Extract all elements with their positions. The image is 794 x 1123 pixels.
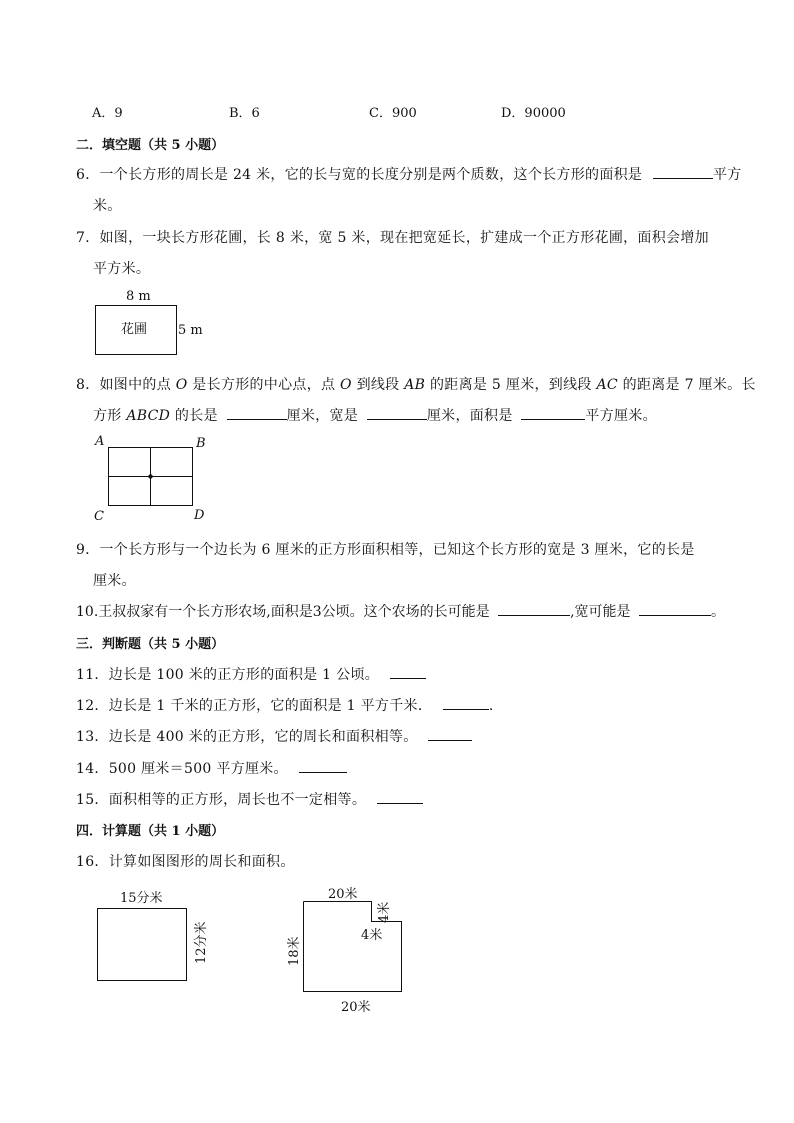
q13-text: 13．边长是 400 米的正方形，它的周长和面积相等。 [76,729,418,745]
question-16: 16．计算如图图形的周长和面积。 [76,854,295,870]
q10-text: 10.王叔叔家有一个长方形农场,面积是3公顷。这个农场的长可能是 [76,604,490,620]
option-c: C．900 [369,106,417,121]
q15-text: 15．面积相等的正方形，周长也不一定相等。 [76,792,367,808]
section-true-false-title: 三．判断题（共 5 小题） [76,637,225,652]
fig2-notch-height-label: 4米 [377,901,392,923]
q11-text: 11．边长是 100 米的正方形的面积是 1 公顷。 [76,667,380,683]
segment-ac: AC [596,377,618,393]
answer-blank[interactable] [521,405,585,420]
fig2-bottom-label: 20米 [341,1000,371,1015]
q8-text: 方形 [93,408,127,424]
question-6-text: 6．一个长方形的周长是 24 米，它的长与宽的长度分别是两个质数，这个长方形的面积是 [76,167,643,183]
vertex-b-label: B [196,436,206,451]
q8-text: 8．如图中的点 [76,377,176,393]
point-o: O [340,377,352,393]
answer-blank[interactable] [227,405,287,420]
figure-rectangle [97,908,187,981]
question-9-line2: 厘米。 [93,573,136,589]
option-a: A．9 [92,106,123,121]
answer-blank[interactable] [428,726,472,741]
question-14 [76,758,347,778]
answer-blank[interactable] [299,758,347,773]
fig1-width-label: 12分米 [194,921,209,964]
q8-text: 到线段 [351,377,405,393]
q12-text: 12．边长是 1 千米的正方形，它的面积是 1 平方千米． [76,698,433,714]
answer-blank[interactable] [367,405,427,420]
question-9-line1: 9．一个长方形与一个边长为 6 厘米的正方形面积相等，已知这个长方形的宽是 3 厘米，它的长是 [76,542,695,558]
garden-label: 花圃 [121,322,148,337]
segment-ab: AB [404,377,426,393]
q8-text: 的距离是 5 厘米，到线段 [425,377,597,393]
answer-blank[interactable] [639,601,711,616]
garden-length-label: 8 m [126,289,151,304]
answer-blank[interactable] [443,695,489,710]
question-13 [76,726,472,746]
vertex-a-label: A [95,434,105,449]
fig2-top-label: 20米 [328,887,358,902]
q8-text: 的距离是 7 厘米。长 [617,377,756,393]
section-fill-blank-title: 二．填空题（共 5 小题） [76,138,225,153]
center-point-o [148,474,152,478]
answer-blank[interactable] [390,664,426,679]
question-11 [76,664,426,684]
answer-blank[interactable] [653,164,713,179]
q12-end: . [488,698,494,714]
q8-text: 厘米，宽是 [286,408,359,424]
answer-blank[interactable] [498,601,570,616]
question-6-line1 [76,164,742,184]
fig2-notch-width-label: 4米 [361,928,383,943]
answer-blank[interactable] [377,789,423,804]
question-7-line1: 7．如图，一块长方形花圃，长 8 米，宽 5 米，现在把宽延长，扩建成一个正方形花圃，面积会增加 [76,230,709,246]
q10-text: ,宽可能是 [570,604,631,620]
question-6-line2: 米。 [93,198,122,214]
fig1-length-label: 15分米 [120,891,163,906]
vertex-d-label: D [194,508,205,523]
rect-abcd: ABCD [126,408,171,424]
question-12 [76,695,494,715]
option-b: B．6 [229,106,260,121]
q14-text: 14．500 厘米＝500 平方厘米。 [76,761,288,777]
question-7-line2: 平方米。 [93,261,151,277]
fig2-left-label: 18米 [287,936,302,966]
garden-width-label: 5 m [178,323,203,338]
question-10 [76,601,725,621]
q8-text: 平方厘米。 [585,408,657,424]
option-d: D．90000 [501,106,566,121]
vertex-c-label: C [94,509,104,524]
question-8-line1 [76,374,756,394]
q10-text: 。 [710,604,725,620]
question-6-tail: 平方 [713,167,742,183]
rectangle-abcd-figure [108,447,194,507]
q8-text: 的长是 [170,408,218,424]
section-calculation-title: 四．计算题（共 1 小题） [76,824,225,839]
point-o: O [175,377,188,393]
question-15 [76,789,423,809]
q8-text: 是长方形的中心点，点 [187,377,341,393]
question-8-line2 [93,405,657,425]
q8-text: 厘米，面积是 [426,408,513,424]
